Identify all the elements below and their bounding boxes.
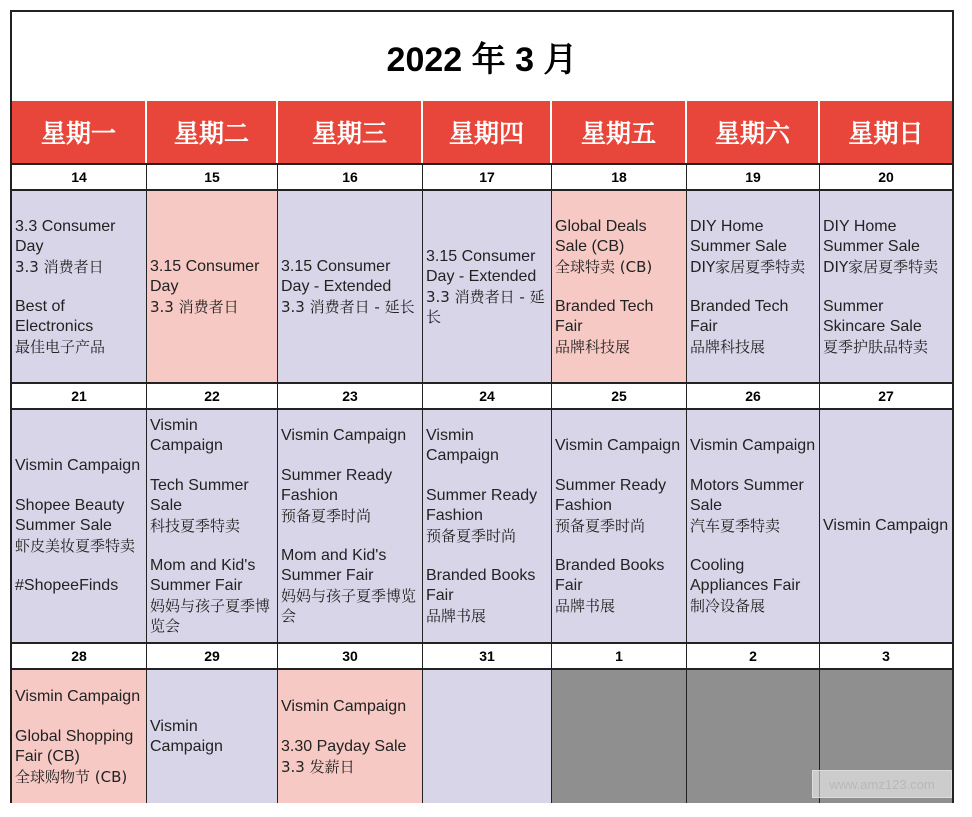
date-number: 16 [278, 165, 423, 189]
event-name-en: Global Shopping Fair (CB) [15, 727, 134, 765]
event-name-en: Branded Tech Fair [555, 297, 654, 335]
event-name-en: Motors Summer Sale [690, 477, 804, 514]
event-name-zh: DIY家居夏季特卖 [690, 257, 806, 276]
day-cell [12, 670, 147, 803]
day-cell [552, 191, 687, 382]
event-name-en: 3.15 Consumer Day - Extended [281, 257, 392, 295]
event-name-zh: 夏季护肤品特卖 [823, 337, 929, 356]
day-cell [278, 191, 423, 382]
day-cell [147, 191, 278, 382]
date-row [12, 642, 952, 670]
date-number: 28 [12, 644, 147, 668]
event-name-en: Summer Ready Fashion [555, 477, 667, 514]
date-number: 27 [878, 388, 894, 404]
event-name-en: Vismin Campaign [281, 427, 407, 444]
event-row [12, 191, 952, 382]
event-name-en: 3.30 Payday Sale [281, 737, 407, 755]
event-name-en: Tech Summer Sale [150, 477, 249, 514]
day-cell [552, 410, 687, 642]
day-cell [12, 191, 147, 382]
event-name-zh: 全球购物节 (CB) [15, 767, 128, 786]
event-name-en: Vismin Campaign [823, 517, 949, 534]
date-number: 21 [12, 384, 147, 408]
event-row [12, 410, 952, 642]
day-cell [423, 670, 552, 803]
event-name-zh: 妈妈与孩子夏季博览会 [150, 597, 271, 635]
event-row [12, 670, 952, 803]
event-name-zh: 制冷设备展 [690, 597, 766, 615]
march-2022-calendar [10, 10, 954, 803]
day-cell [687, 670, 820, 803]
event-name-zh: 3.3 消费者日 [150, 297, 239, 316]
weekday-wednesday: 星期三 [278, 101, 423, 163]
event-spacer [690, 277, 816, 297]
event-spacer [555, 536, 683, 556]
date-number: 1 [552, 644, 687, 668]
event-spacer [555, 456, 683, 476]
event-name-en: 3.3 Consumer Day [15, 217, 116, 255]
event-name-en: Summer Ready Fashion [426, 487, 538, 524]
event-name-en: Branded Books Fair [555, 557, 665, 594]
event-spacer [150, 536, 274, 556]
event-spacer [281, 717, 419, 737]
day-cell [423, 410, 552, 642]
event-name-zh: DIY家居夏季特卖 [823, 257, 939, 276]
date-number: 17 [423, 165, 552, 189]
event-name-en: Vismin Campaign [281, 697, 407, 715]
date-number: 15 [147, 165, 278, 189]
event-name-en: Mom and Kid's Summer Fair [281, 547, 387, 584]
event-name-zh: 品牌科技展 [690, 337, 766, 356]
event-name-zh: 妈妈与孩子夏季博览会 [281, 587, 417, 625]
day-cell [278, 670, 423, 803]
event-name-zh: 品牌书展 [555, 597, 616, 615]
event-name-en: Branded Tech Fair [690, 297, 789, 335]
event-name-en: DIY Home Summer Sale [690, 217, 787, 255]
event-name-zh: 3.3 发薪日 [281, 757, 355, 776]
day-cell [278, 410, 423, 642]
day-cell [147, 670, 278, 803]
event-spacer [690, 456, 816, 476]
event-name-zh: 品牌科技展 [555, 337, 631, 356]
event-spacer [690, 536, 816, 556]
event-spacer [15, 556, 143, 576]
date-number: 31 [423, 644, 552, 668]
event-spacer [281, 526, 419, 546]
weekday-friday: 星期五 [552, 101, 687, 163]
event-name-zh: 最佳电子产品 [15, 337, 106, 356]
event-spacer [150, 456, 274, 476]
event-name-en: 3.15 Consumer Day [150, 257, 260, 295]
weekday-header-row [12, 101, 952, 163]
event-name-en: Vismin Campaign [555, 437, 681, 454]
date-row [12, 382, 952, 410]
event-name-en: Vismin Campaign [150, 417, 223, 454]
date-row [12, 163, 952, 191]
date-number: 18 [552, 165, 687, 189]
event-name-zh: 预备夏季时尚 [281, 507, 372, 525]
date-number: 23 [278, 384, 423, 408]
event-name-en: Cooling Appliances Fair [690, 557, 801, 594]
weekday-sunday: 星期日 [820, 101, 952, 163]
event-name-en: Global Deals Sale (CB) [555, 217, 647, 255]
event-name-zh: 3.3 消费者日 - 延长 [426, 287, 545, 326]
weekday-tuesday: 星期二 [147, 101, 278, 163]
event-name-zh: 汽车夏季特卖 [690, 517, 781, 535]
event-name-en: Best of Electronics [15, 297, 94, 335]
date-number: 20 [878, 169, 894, 185]
event-name-en: #ShopeeFinds [15, 577, 119, 594]
event-name-en: DIY Home Summer Sale [823, 217, 920, 255]
event-name-en: Vismin Campaign [15, 457, 141, 474]
event-name-en: Vismin Campaign [15, 687, 141, 705]
event-name-zh: 预备夏季时尚 [555, 517, 646, 535]
day-cell [820, 191, 952, 382]
event-name-zh: 3.3 消费者日 - 延长 [281, 297, 415, 316]
event-spacer [15, 277, 143, 297]
event-name-en: Vismin Campaign [426, 427, 499, 464]
event-name-en: Branded Books Fair [426, 567, 536, 604]
event-spacer [555, 277, 683, 297]
weekday-monday: 星期一 [12, 101, 147, 163]
day-cell [820, 410, 952, 642]
event-spacer [281, 446, 419, 466]
date-number: 14 [12, 165, 147, 189]
event-spacer [15, 707, 143, 727]
event-name-zh: 3.3 消费者日 [15, 257, 104, 276]
event-name-en: Shopee Beauty Summer Sale [15, 497, 125, 534]
event-spacer [823, 277, 949, 297]
calendar-title: 2022 年 3 月 [386, 41, 578, 79]
date-number: 3 [882, 648, 890, 664]
day-cell [687, 191, 820, 382]
date-number: 2 [687, 644, 820, 668]
event-name-en: Summer Ready Fashion [281, 467, 393, 504]
event-spacer [15, 476, 143, 496]
event-spacer [426, 466, 548, 486]
date-number: 26 [687, 384, 820, 408]
event-name-zh: 品牌书展 [426, 607, 487, 625]
event-name-zh: 科技夏季特卖 [150, 517, 241, 535]
event-name-en: Mom and Kid's Summer Fair [150, 557, 256, 594]
day-cell [147, 410, 278, 642]
event-name-zh: 全球特卖 (CB) [555, 257, 653, 276]
date-number: 19 [687, 165, 820, 189]
day-cell [687, 410, 820, 642]
event-name-en: Vismin Campaign [690, 437, 816, 454]
weekday-thursday: 星期四 [423, 101, 552, 163]
event-name-zh: 预备夏季时尚 [426, 527, 517, 545]
date-number: 29 [147, 644, 278, 668]
watermark: www.amz123.com [812, 770, 952, 798]
day-cell [12, 410, 147, 642]
date-number: 22 [147, 384, 278, 408]
event-spacer [426, 546, 548, 566]
date-number: 30 [278, 644, 423, 668]
event-name-en: Summer Skincare Sale [823, 297, 922, 335]
event-name-zh: 虾皮美妆夏季特卖 [15, 537, 136, 555]
event-name-en: 3.15 Consumer Day - Extended [426, 247, 537, 285]
weekday-saturday: 星期六 [687, 101, 820, 163]
event-name-en: Vismin Campaign [150, 717, 223, 755]
day-cell [423, 191, 552, 382]
date-number: 25 [552, 384, 687, 408]
day-cell [552, 670, 687, 803]
date-number: 24 [423, 384, 552, 408]
